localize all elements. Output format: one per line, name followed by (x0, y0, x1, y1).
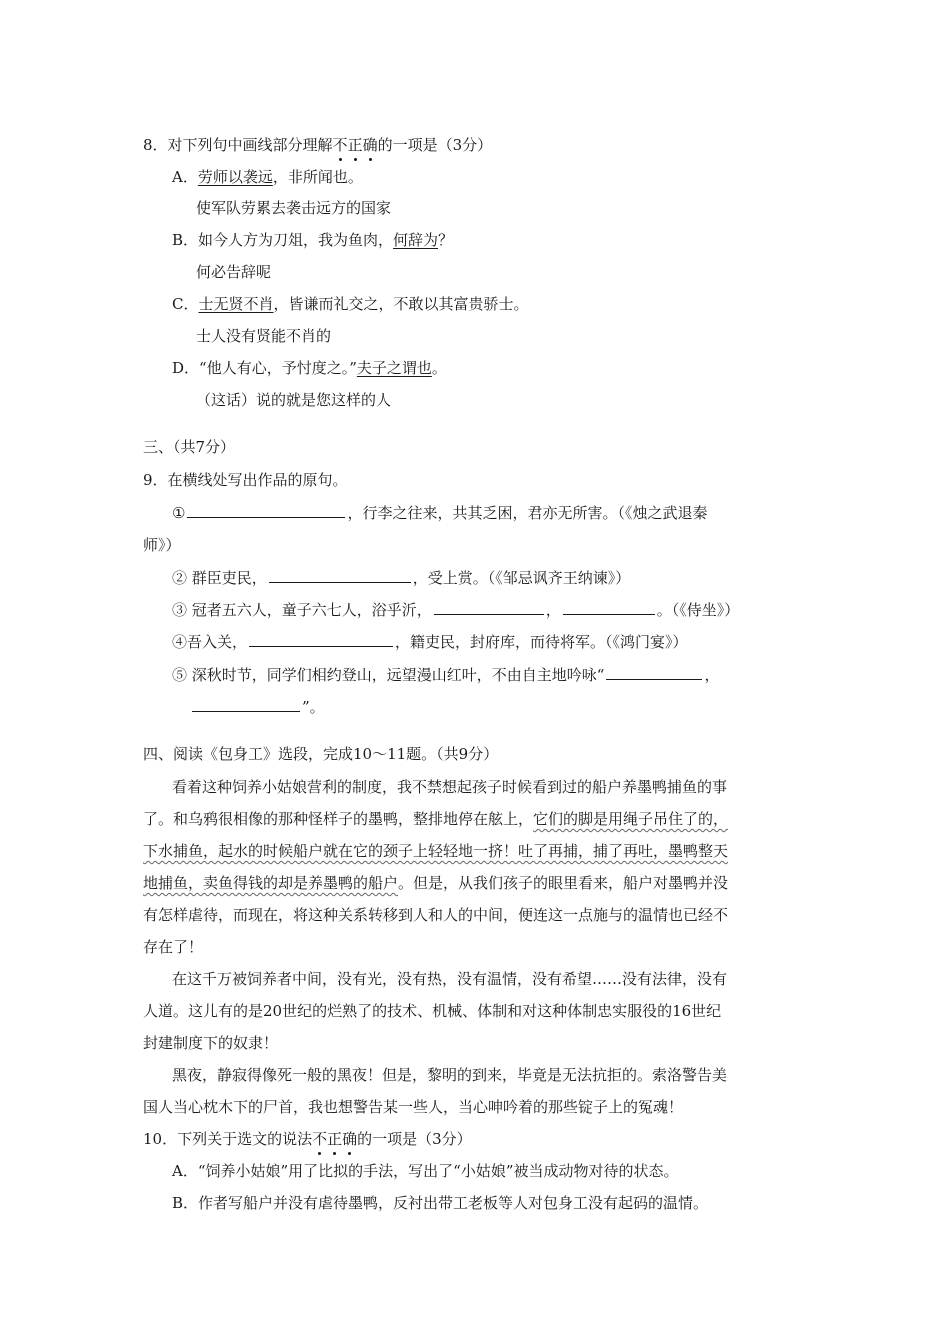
passage-line: 存在了！ (143, 938, 204, 956)
wavy-underlined-text: 它们的脚是用绳子吊住了的， (533, 810, 729, 828)
q8-stem: 8．对下列句中画线部分理解不正确的一项是（3分） (143, 136, 493, 154)
emphasis-dot: 正 (347, 136, 363, 154)
passage-line: 有怎样虐待，而现在，将这种关系转移到人和人的中间，便连这一点施与的温情也已经不 (143, 906, 729, 924)
emphasis-dot: 正 (327, 1130, 343, 1148)
passage-line: 国人当心枕木下的尸首，我也想警告某一些人，当心呻吟着的那些锭子上的冤魂！ (143, 1098, 684, 1116)
wavy-underlined-text: 地捕鱼，卖鱼得钱的却是养墨鸭的船户 (143, 874, 399, 892)
answer-blank[interactable] (192, 697, 300, 712)
answer-blank[interactable] (606, 665, 702, 680)
underlined-phrase: 夫子之谓也 (356, 359, 432, 377)
emphasis-dot: 确 (342, 1130, 358, 1148)
q10-stem: 10．下列关于选文的说法不正确的一项是（3分） (143, 1130, 472, 1148)
answer-blank[interactable] (434, 600, 544, 615)
q9-item-2: ② 群臣吏民， ，受上赏。（《邹忌讽齐王纳谏》） (172, 569, 631, 587)
q9-item-1: ① ，行李之往来，共其乏困，君亦无所害。（《烛之武退秦 (172, 504, 708, 522)
passage-line: 在这千万被饲养者中间，没有光，没有热，没有温情，没有希望……没有法律，没有 (172, 970, 728, 988)
underlined-phrase: 士无贤不肖 (198, 295, 274, 313)
emphasis-dot: 不 (312, 1130, 328, 1148)
q8-option-a: A．劳师以袭远，非所闻也。 (172, 168, 363, 186)
underlined-phrase: 何辞为 (393, 231, 439, 249)
q10-option-b: B．作者写船户并没有虐待墨鸭，反衬出带工老板等人对包身工没有起码的温情。 (172, 1194, 709, 1212)
q8-option-a-meaning: 使军队劳累去袭击远方的国家 (196, 199, 392, 217)
passage-line: 看着这种饲养小姑娘营利的制度，我不禁想起孩子时候看到过的船户养墨鸭捕鱼的事 (172, 778, 728, 796)
q8-option-d: D．“他人有心，予忖度之。”夫子之谓也。 (172, 359, 447, 377)
q9-item-1-cont: 师》） (143, 536, 181, 554)
answer-blank[interactable] (563, 600, 655, 615)
q8-option-c: C．士无贤不肖，皆谦而礼交之，不敢以其富贵骄士。 (172, 295, 529, 313)
answer-blank[interactable] (249, 632, 393, 647)
q8-option-c-meaning: 士人没有贤能不肖的 (196, 327, 332, 345)
answer-blank[interactable] (187, 503, 345, 518)
passage-line: 地捕鱼，卖鱼得钱的却是养墨鸭的船户。但是，从我们孩子的眼里看来，船户对墨鸭并没 (143, 874, 729, 892)
passage-line (143, 841, 728, 861)
passage-line: 了。和乌鸦很相像的那种怪样子的墨鸭，整排地停在舷上，它们的脚是用绳子吊住了的， (143, 810, 729, 828)
q9-stem: 9．在横线处写出作品的原句。 (143, 471, 348, 489)
section-4-title: 四、阅读《包身工》选段，完成10～11题。（共9分） (143, 745, 499, 763)
answer-blank[interactable] (269, 568, 411, 583)
q9-item-5: ⑤ 深秋时节，同学们相约登山，远望漫山红叶，不由自主地吟咏“ ， (172, 666, 720, 684)
passage-line: 人道。这儿有的是20世纪的烂熟了的技术、机械、体制和对这种体制忠实服役的16世纪 (143, 1002, 722, 1020)
passage-line: 封建制度下的奴隶！ (143, 1034, 279, 1052)
passage-line: 黑夜，静寂得像死一般的黑夜！但是，黎明的到来，毕竟是无法抗拒的。索洛警告美 (172, 1066, 728, 1084)
q9-item-3: ③ 冠者五六人，童子六七人，浴乎沂， ， 。（《侍坐》） (172, 601, 740, 619)
emphasis-dot: 不 (332, 136, 348, 154)
emphasis-dot: 确 (362, 136, 378, 154)
q9-item-5-cont: ”。 (190, 697, 325, 717)
section-3-title: 三、（共7分） (143, 438, 236, 456)
q8-option-d-meaning: （这话）说的就是您这样的人 (196, 391, 392, 409)
q8-option-b: B．如今人方为刀俎，我为鱼肉，何辞为？ (172, 231, 454, 249)
q9-item-4: ④吾入关， ，籍吏民，封府库，而待将军。（《鸿门宴》） (172, 633, 688, 651)
underlined-phrase: 劳师以袭远 (197, 168, 273, 186)
q8-option-b-meaning: 何必告辞呢 (196, 263, 272, 281)
q10-option-a: A．“饲养小姑娘”用了比拟的手法，写出了“小姑娘”被当成动物对待的状态。 (172, 1162, 679, 1180)
wavy-underlined-text: 下水捕鱼，起水的时候船户就在它的颈子上轻轻地一挤！吐了再捕，捕了再吐，墨鸭整天 (143, 842, 729, 860)
